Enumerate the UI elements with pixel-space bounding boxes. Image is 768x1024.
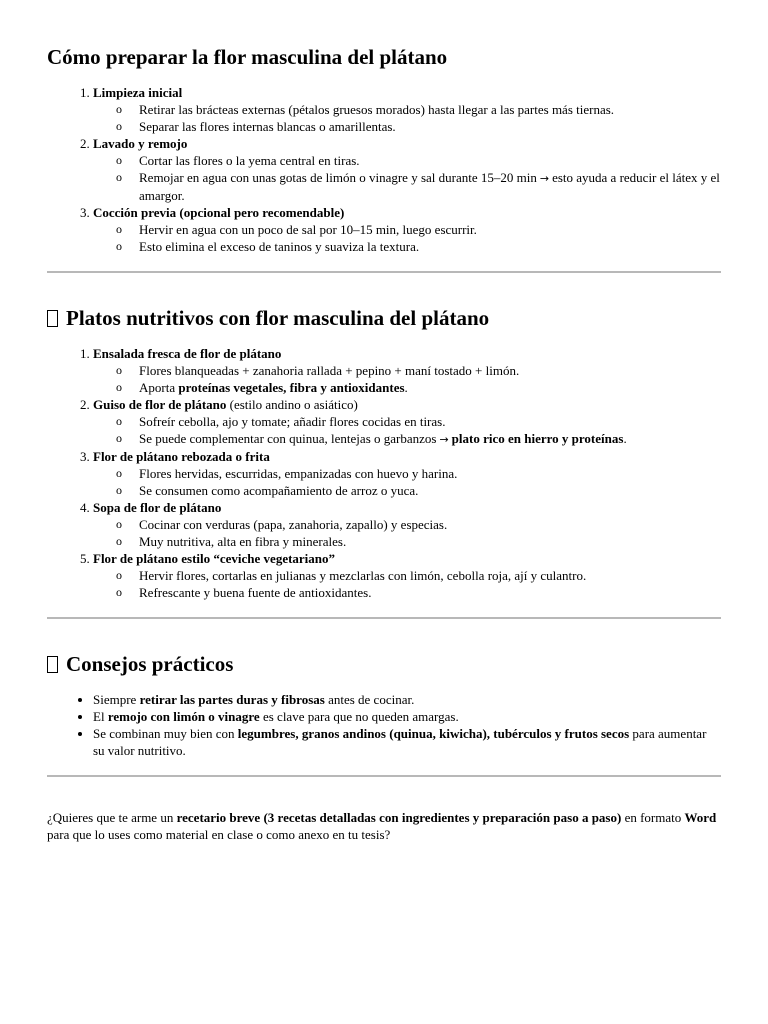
divider <box>47 271 721 273</box>
sub-list <box>93 221 721 255</box>
dish-title: Sopa de flor de plátano <box>93 500 222 515</box>
dish-item <box>93 448 721 499</box>
sub-list-item <box>139 430 721 448</box>
item-bold-text: proteínas vegetales, fibra y antioxidantes <box>178 380 405 395</box>
item-text: . <box>404 380 408 395</box>
dishes-list <box>47 345 721 601</box>
dish-title: Ensalada fresca de flor de plátano <box>93 346 282 361</box>
sub-list <box>93 567 721 601</box>
closing-bold-text: Word <box>684 810 717 825</box>
item-bold-text: legumbres, granos andinos (quinua, kiwicha), tubérculos y frutos secos <box>237 726 630 741</box>
closing-bold-text: recetario breve (3 recetas detalladas con ingredientes y preparación paso a paso) <box>176 810 622 825</box>
dish-title: Guiso de flor de plátano <box>93 397 227 412</box>
step-item <box>93 84 721 135</box>
item-text: esto ayuda a reducir el látex y el amargor. <box>139 170 720 203</box>
item-text: Siempre <box>93 692 140 707</box>
closing-question <box>47 809 721 843</box>
dish-item <box>93 345 721 396</box>
step-title: Cocción previa (opcional pero recomendable) <box>93 205 345 220</box>
dish-item <box>93 550 721 601</box>
item-text: Se combinan muy bien con <box>93 726 238 741</box>
sub-list-item: o Retirar las brácteas externas (pétalos gruesos morados) hasta llegar a las partes más tiernas. <box>139 101 721 118</box>
dish-title: Flor de plátano rebozada o frita <box>93 449 270 464</box>
closing-text: en formato <box>621 810 685 825</box>
item-text: El <box>93 709 108 724</box>
sub-list <box>93 362 721 396</box>
divider <box>47 775 721 777</box>
arrow-icon: → <box>539 172 550 185</box>
item-text: Remojar en agua con unas gotas de limón o vinagre y sal durante 15–20 min <box>139 170 537 185</box>
sub-list-item: o Refrescante y buena fuente de antioxidantes. <box>139 584 721 601</box>
item-text: para aumentar su valor nutritivo. <box>93 726 707 758</box>
dish-item <box>93 499 721 550</box>
dish-item <box>93 396 721 448</box>
section-title-dishes-text: Platos nutritivos con flor masculina del plátano <box>66 306 490 330</box>
closing-text: para que lo uses como material en clase o como anexo en tu tesis? <box>47 827 391 842</box>
sub-list <box>93 465 721 499</box>
dish-title-suffix: (estilo andino o asiático) <box>226 397 358 412</box>
closing-text: ¿Quieres que te arme un <box>47 810 177 825</box>
item-text: es clave para que no queden amargas. <box>259 709 459 724</box>
sub-list <box>93 413 721 448</box>
sub-list-item <box>139 169 721 204</box>
sub-list-item: o Muy nutritiva, alta en fibra y minerales. <box>139 533 721 550</box>
sub-list-item: o Cortar las flores o la yema central en tiras. <box>139 152 721 169</box>
square-glyph-icon <box>47 656 58 673</box>
item-text: antes de cocinar. <box>324 692 415 707</box>
section-title-tips <box>47 651 721 677</box>
step-title: Limpieza inicial <box>93 85 183 100</box>
tip-item <box>93 708 721 725</box>
arrow-icon: → <box>439 433 449 446</box>
sub-list <box>93 152 721 204</box>
item-bold-text: plato rico en hierro y proteínas <box>451 431 624 446</box>
sub-list-item: o Cocinar con verduras (papa, zanahoria, zapallo) y especias. <box>139 516 721 533</box>
item-text: . <box>623 431 627 446</box>
section-title-preparation: Cómo preparar la flor masculina del plátano <box>47 45 448 69</box>
step-item <box>93 135 721 204</box>
tips-list <box>47 691 721 759</box>
item-bold-text: remojo con limón o vinagre <box>107 709 260 724</box>
dish-title: Flor de plátano estilo “ceviche vegetariano” <box>93 551 336 566</box>
sub-list-item: o Sofreír cebolla, ajo y tomate; añadir flores cocidas en tiras. <box>139 413 721 430</box>
section-title-tips-text: Consejos prácticos <box>66 652 234 676</box>
square-glyph-icon <box>47 310 58 327</box>
sub-list-item: o Flores blanqueadas + zanahoria rallada + pepino + maní tostado + limón. <box>139 362 721 379</box>
item-bold-text: retirar las partes duras y fibrosas <box>139 692 325 707</box>
tip-item <box>93 691 721 708</box>
tip-item <box>93 725 721 759</box>
section-title-dishes <box>47 305 721 331</box>
divider <box>47 617 721 619</box>
item-text: Aporta <box>139 380 179 395</box>
sub-list <box>93 516 721 550</box>
item-text: Se puede complementar con quinua, lentejas o garbanzos <box>139 431 437 446</box>
step-item <box>93 204 721 255</box>
sub-list-item: o Hervir flores, cortarlas en julianas y mezclarlas con limón, cebolla roja, ají y culantro. <box>139 567 721 584</box>
sub-list-item: o Separar las flores internas blancas o amarillentas. <box>139 118 721 135</box>
sub-list-item <box>139 379 721 396</box>
sub-list-item: o Esto elimina el exceso de taninos y suaviza la textura. <box>139 238 721 255</box>
sub-list-item: o Flores hervidas, escurridas, empanizadas con huevo y harina. <box>139 465 721 482</box>
sub-list-item: o Se consumen como acompañamiento de arroz o yuca. <box>139 482 721 499</box>
step-title: Lavado y remojo <box>93 136 188 151</box>
sub-list <box>93 101 721 135</box>
preparation-steps-list <box>47 84 721 255</box>
sub-list-item: o Hervir en agua con un poco de sal por 10–15 min, luego escurrir. <box>139 221 721 238</box>
